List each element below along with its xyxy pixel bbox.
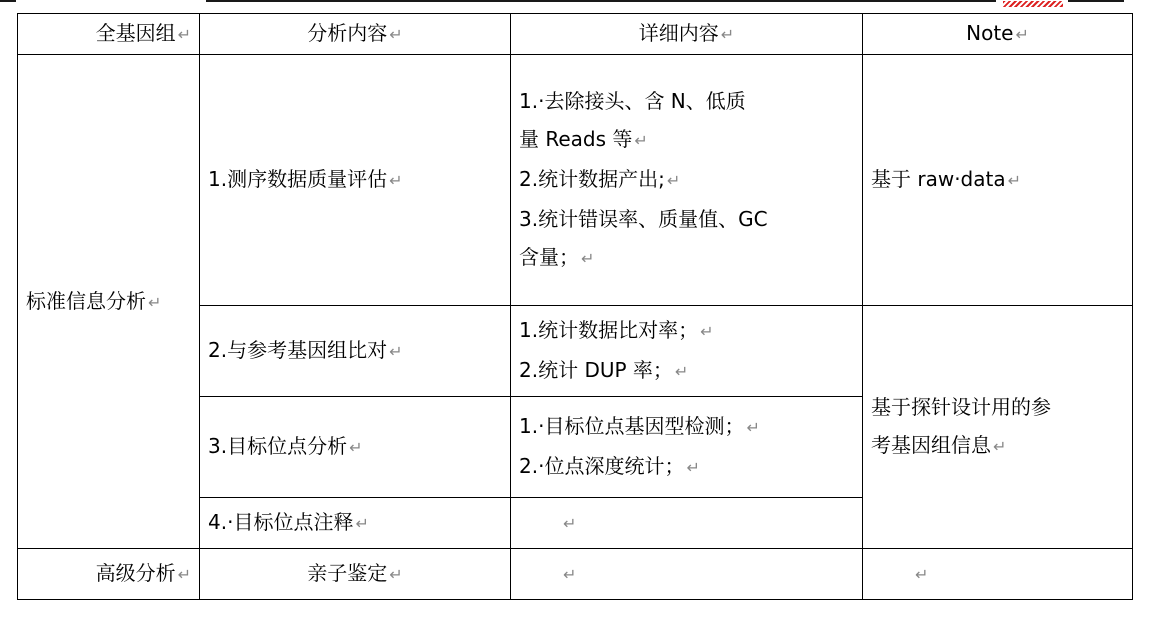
note-line: 考基因组信息↵ xyxy=(871,426,1124,466)
detail-line: 含量；↵ xyxy=(519,238,854,278)
analysis-cell: 2.与参考基因组比对↵ xyxy=(200,306,511,397)
detail-line: 量 Reads 等↵ xyxy=(519,120,854,160)
detail-line: 2.·位点深度统计；↵ xyxy=(519,447,854,487)
note-line: 基于探针设计用的参 xyxy=(871,395,1051,419)
analysis-table xyxy=(17,13,1133,600)
detail-line: 2.统计数据产出;↵ xyxy=(519,160,854,200)
details-cell xyxy=(511,55,863,306)
note-cell-empty xyxy=(863,549,1133,600)
note-cell: 基于 raw·data↵ xyxy=(863,55,1133,306)
table-row xyxy=(18,55,1133,306)
details-cell xyxy=(511,306,863,397)
group-cell-advanced: 高级分析↵ xyxy=(18,549,200,600)
detail-line: 1.统计数据比对率；↵ xyxy=(519,311,854,351)
analysis-cell: 4.·目标位点注释↵ xyxy=(200,498,511,549)
header-cell-details: 详细内容↵ xyxy=(511,14,863,55)
details-cell-empty xyxy=(511,498,863,549)
detail-line: 3.统计错误率、质量值、GC xyxy=(519,207,768,231)
details-cell-empty xyxy=(511,549,863,600)
spellcheck-underline xyxy=(1003,1,1063,7)
detail-line: 1.·目标位点基因型检测；↵ xyxy=(519,407,854,447)
table-row xyxy=(18,549,1133,600)
detail-line: 1.·去除接头、含 N、低质 xyxy=(519,89,746,113)
analysis-cell: 亲子鉴定↵ xyxy=(200,549,511,600)
table-header-row xyxy=(18,14,1133,55)
group-cell-standard: 标准信息分析↵ xyxy=(18,55,200,549)
note-cell xyxy=(863,306,1133,549)
detail-line: 2.统计 DUP 率；↵ xyxy=(519,351,854,391)
analysis-cell: 3.目标位点分析↵ xyxy=(200,397,511,498)
header-cell-analysis: 分析内容↵ xyxy=(200,14,511,55)
details-cell xyxy=(511,397,863,498)
header-cell-genome: 全基因组↵ xyxy=(18,14,200,55)
header-cell-note: Note↵ xyxy=(863,14,1133,55)
analysis-cell: 1.测序数据质量评估↵ xyxy=(200,55,511,306)
cropped-text-line xyxy=(0,0,1154,8)
